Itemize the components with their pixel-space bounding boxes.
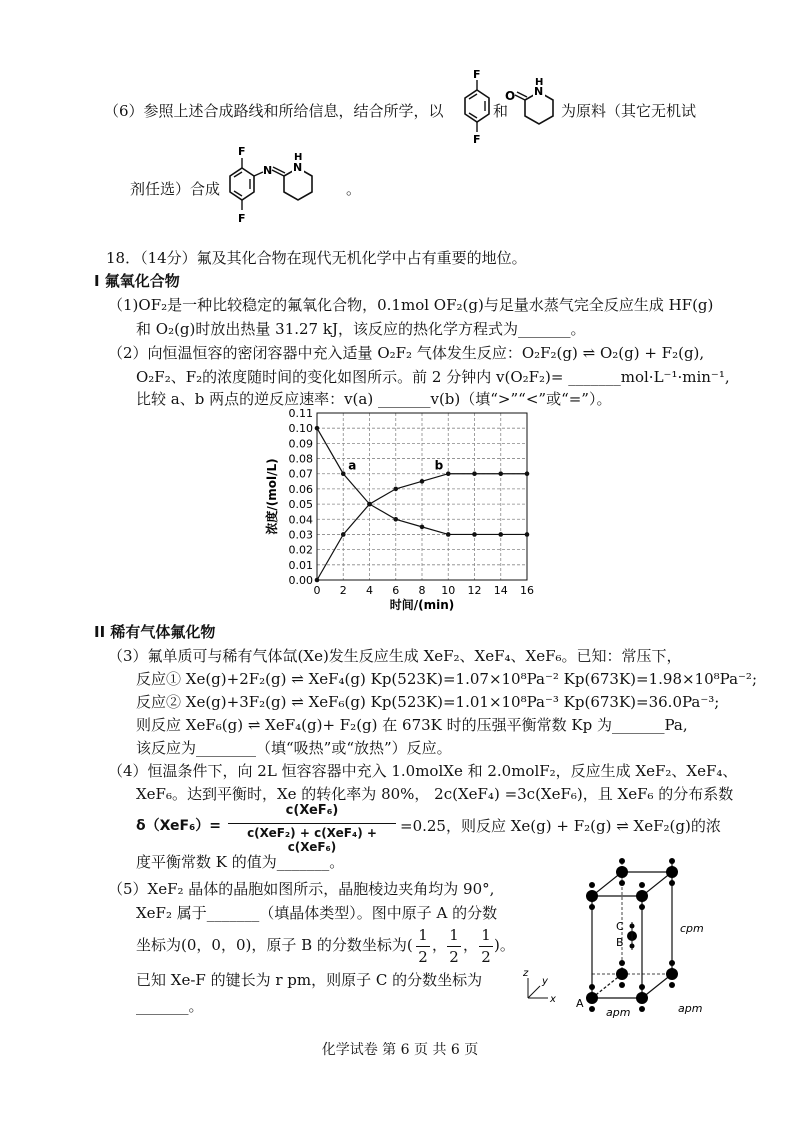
- comma: ，: [432, 936, 448, 954]
- y-tick-label: 0.07: [288, 467, 313, 481]
- concentration-time-chart: [262, 405, 542, 618]
- piperidinone-structure: [505, 76, 563, 138]
- q6-line2-a: 剂任选）合成: [130, 180, 221, 198]
- data-point: [446, 532, 451, 537]
- atom-n-label: N: [534, 85, 544, 98]
- x-tick-label: 8: [418, 584, 426, 597]
- x-tick-label: 14: [493, 584, 508, 597]
- y-tick-label: 0.04: [288, 513, 313, 527]
- difluorobenzene-structure: [456, 68, 496, 150]
- q18-4-line-b: XeF₆。达到平衡时，Xe 的转化率为 80%， 2c(XeF₄) =3c(XeF₆)，且 XeF₆ 的分布系数: [136, 785, 734, 803]
- q18-3-line-e: 该反应为________（填“吸热”或“放热”）反应。: [136, 739, 452, 757]
- half-numerator: 1: [449, 926, 459, 944]
- x-axis-label: x: [550, 994, 556, 1005]
- q18-5-line-e: _______。: [136, 997, 204, 1015]
- q18-header: 18．（14分）氟及其化合物在现代无机化学中占有重要的地位。: [106, 249, 527, 267]
- y-axis-label: 浓度/(mol/L): [265, 458, 279, 535]
- q6-line1-a: （6）参照上述合成路线和所给信息，结合所学，以: [104, 102, 444, 120]
- data-point: [525, 532, 530, 537]
- x-tick-label: 6: [392, 584, 400, 597]
- q18-3-line-c: 反应② Xe(g)+3F₂(g) ⇌ XeF₆(g) Kp(523K)=1.01×10⁸Pa⁻³ Kp(673K)=36.0Pa⁻³;: [136, 693, 720, 711]
- c-edge-label: cpm: [680, 922, 704, 935]
- y-tick-label: 0.09: [288, 437, 313, 451]
- page-footer: 化学试卷 第 6 页 共 6 页: [321, 1042, 479, 1058]
- q18-2-line-c: 比较 a、b 两点的逆反应速率：v(a) _______v(b)（填“>”“<”或“=”）。: [136, 390, 612, 408]
- x-tick-label: 4: [366, 584, 373, 597]
- fraction-denominator: c(XeF₂) + c(XeF₄) + c(XeF₆): [247, 826, 377, 854]
- z-axis-label: z: [523, 968, 529, 979]
- close-paren: )。: [494, 936, 515, 954]
- x-tick-label: 10: [441, 584, 456, 597]
- q18-2-line-a: （2）向恒温恒容的密闭容器中充入适量 O₂F₂ 气体发生反应：O₂F₂(g) ⇌ O₂(g) + F₂(g),: [108, 344, 705, 362]
- data-point: [525, 471, 530, 476]
- section-1-title: I 氟氧化合物: [94, 272, 180, 290]
- q18-3-line-d: 则反应 XeF₆(g) ⇌ XeF₄(g)+ F₂(g) 在 673K 时的压强平衡常数 Kp 为_______Pa,: [136, 716, 688, 734]
- half-denominator: 2: [418, 948, 428, 966]
- fraction-bar: [228, 823, 396, 824]
- a-edge-label: apm: [678, 1002, 703, 1015]
- q18-2-line-b: O₂F₂、F₂的浓度随时间的变化如图所示。前 2 分钟内 v(O₂F₂)= _______mol·L⁻¹·min⁻¹,: [136, 368, 730, 386]
- x-tick-label: 0: [313, 584, 321, 597]
- q18-4-line-a: （4）恒温条件下，向 2L 恒容容器中充入 1.0molXe 和 2.0molF₂，反应生成 XeF₂、XeF₄、: [108, 762, 738, 780]
- y-tick-label: 0.11: [288, 407, 313, 420]
- atom-c-label: C: [616, 920, 624, 933]
- data-point: [393, 487, 398, 492]
- atom-n-label: N: [293, 161, 303, 174]
- y-tick-label: 0.10: [288, 422, 313, 436]
- atom-f-label: F: [473, 68, 481, 81]
- q18-4-line-c: 度平衡常数 K 的值为_______。: [136, 853, 345, 871]
- point-annotation: a: [348, 458, 357, 473]
- delta-label: δ（XeF₆）=: [136, 818, 221, 834]
- data-point: [420, 525, 425, 530]
- half-bar: [447, 946, 461, 947]
- y-tick-label: 0.00: [288, 574, 313, 587]
- q6-line2-b: 。: [346, 180, 362, 198]
- q18-5-line-b: XeF₂ 属于_______（填晶体类型）。图中原子 A 的分数: [136, 904, 498, 922]
- q18-3-line-b: 反应① Xe(g)+2F₂(g) ⇌ XeF₄(g) Kp(523K)=1.07×10⁸Pa⁻² Kp(673K)=1.98×10⁸Pa⁻²;: [136, 670, 757, 688]
- data-point: [341, 471, 346, 476]
- half-numerator: 1: [481, 926, 491, 944]
- data-point: [315, 426, 320, 431]
- atom-f-label: F: [238, 212, 246, 225]
- half-denominator: 2: [481, 948, 491, 966]
- atom-b-label: B: [616, 936, 624, 949]
- y-tick-label: 0.05: [288, 498, 313, 512]
- xef2-unit-cell-diagram: [514, 852, 720, 1022]
- x-tick-label: 16: [520, 584, 534, 597]
- y-tick-label: 0.01: [288, 558, 313, 572]
- y-tick-label: 0.02: [288, 543, 313, 557]
- q6-line1-c: 为原料（其它无机试: [561, 102, 697, 120]
- data-point: [367, 502, 372, 507]
- q18-1-line-a: （1)OF₂是一种比较稳定的氟氧化合物，0.1mol OF₂(g)与足量水蒸气完全反应生成 HF(g): [108, 296, 714, 314]
- product-structure: [222, 142, 344, 230]
- data-point: [472, 532, 477, 537]
- half-denominator: 2: [449, 948, 459, 966]
- q18-1-line-b: 和 O₂(g)时放出热量 31.27 kJ，该反应的热化学方程式为_______。: [136, 320, 586, 338]
- half-bar: [416, 946, 430, 947]
- comma: ，: [463, 936, 479, 954]
- q18-3-line-a: （3）氟单质可与稀有气体氙(Xe)发生反应生成 XeF₂、XeF₄、XeF₆。已知：常压下，: [108, 647, 682, 665]
- atom-h-label: H: [535, 77, 544, 88]
- data-point: [472, 471, 477, 476]
- half-numerator: 1: [418, 926, 428, 944]
- data-point: [446, 471, 451, 476]
- atom-a-label: A: [576, 997, 584, 1010]
- data-point: [498, 471, 503, 476]
- y-tick-label: 0.06: [288, 482, 313, 496]
- data-point: [498, 532, 503, 537]
- y-tick-label: 0.08: [288, 452, 313, 466]
- half-bar: [479, 946, 493, 947]
- data-point: [393, 517, 398, 522]
- atom-f-label: F: [473, 133, 481, 146]
- point-annotation: b: [434, 458, 444, 473]
- q18-4-tail: =0.25，则反应 Xe(g) + F₂(g) ⇌ XeF₂(g)的浓: [400, 817, 721, 835]
- atom-f-label: F: [238, 145, 246, 158]
- section-2-title: II 稀有气体氟化物: [94, 623, 216, 641]
- data-point: [315, 578, 320, 583]
- q18-5-line-a: （5）XeF₂ 晶体的晶胞如图所示，晶胞棱边夹角均为 90°,: [108, 880, 495, 898]
- data-point: [341, 532, 346, 537]
- x-tick-label: 12: [467, 584, 482, 597]
- y-axis-label: y: [542, 976, 548, 987]
- atom-h-label: H: [294, 152, 303, 163]
- atom-n-label: N: [263, 164, 273, 177]
- fraction-numerator: c(XeF₆): [285, 803, 339, 818]
- data-point: [420, 479, 425, 484]
- a-edge-label: apm: [606, 1006, 631, 1019]
- y-tick-label: 0.03: [288, 528, 313, 542]
- q18-5-line-d: 已知 Xe-F 的键长为 r pm，则原子 C 的分数坐标为: [136, 971, 483, 989]
- q6-line1-b: 和: [493, 102, 509, 120]
- x-axis-label: 时间/(min): [389, 598, 455, 612]
- q18-5-line-c: 坐标为(0，0，0)，原子 B 的分数坐标为(: [136, 936, 413, 954]
- x-tick-label: 2: [339, 584, 347, 597]
- atom-o-label: O: [505, 89, 516, 103]
